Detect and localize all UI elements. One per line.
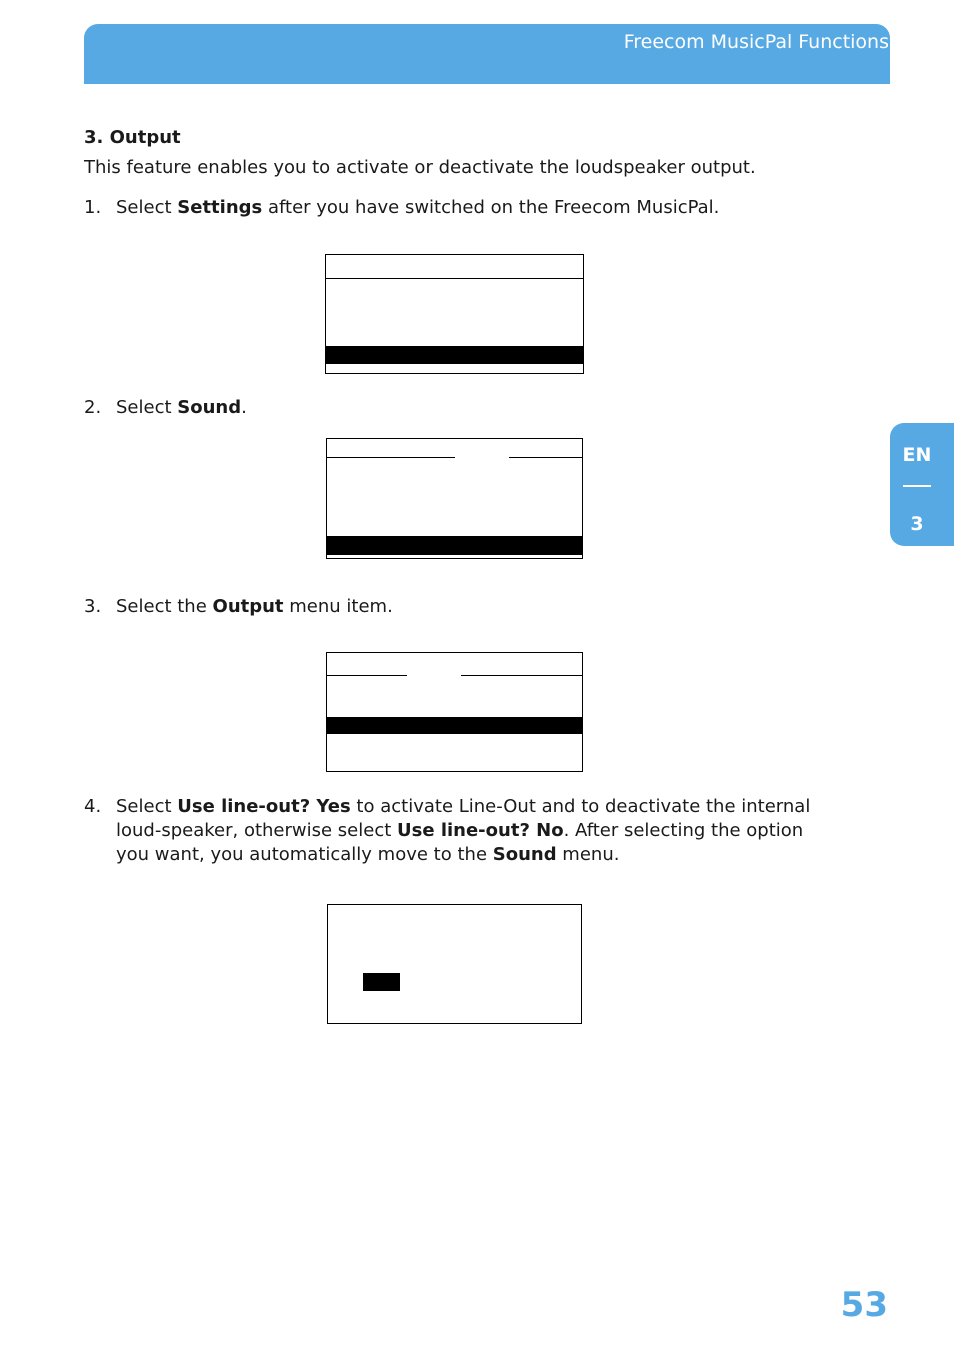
step-text-part: Select the [116, 596, 213, 617]
screen-selected-option [363, 973, 400, 991]
device-screen-settings-menu [326, 438, 583, 559]
tab-divider [903, 485, 931, 487]
screen-selected-row [327, 717, 582, 734]
device-screen-line-out-dialog [327, 904, 582, 1024]
screen-title-rule [326, 278, 583, 279]
step-text [116, 595, 393, 619]
step-text-part: menu item. [283, 596, 393, 617]
step-keyword: Use line-out? No [397, 820, 564, 841]
page-number: 53 [840, 1285, 888, 1325]
step-keyword: Sound [492, 844, 557, 865]
device-screen-main-menu [325, 254, 584, 374]
step-text-part: to activate Line-Out and to deactivate the internal loud-speaker, otherwise select [116, 796, 811, 841]
step-text-part: menu. [556, 844, 620, 865]
step-number: 2. [84, 397, 102, 418]
chapter-tab [890, 423, 954, 546]
step-keyword: Use line-out? Yes [177, 796, 351, 817]
chapter-number: 3 [910, 513, 924, 535]
screen-selected-row [327, 536, 582, 555]
section-title: 3. Output [84, 127, 181, 148]
screen-title-rule-gap [407, 674, 461, 676]
step-text [116, 196, 719, 220]
step-text-part: . After selecting the option you want, you automatically move to the [116, 820, 804, 865]
step-keyword: Output [212, 596, 284, 617]
section-intro: This feature enables you to activate or deactivate the loudspeaker output. [84, 157, 756, 178]
step-number: 3. [84, 596, 102, 617]
step-text-part: . [241, 397, 247, 418]
step-number: 4. [84, 796, 102, 817]
step-keyword: Settings [177, 197, 263, 218]
screen-selected-row [326, 346, 583, 364]
step-text-part: Select [116, 197, 178, 218]
step-number: 1. [84, 197, 102, 218]
step-text-part: after you have switched on the Freecom MusicPal. [262, 197, 720, 218]
step-text-part: Select [116, 397, 178, 418]
step-text-part: Select [116, 796, 178, 817]
step-text [116, 795, 828, 867]
screen-title-rule-gap [455, 456, 509, 458]
running-header-title: Freecom MusicPal Functions [623, 31, 889, 53]
step-keyword: Sound [177, 397, 242, 418]
device-screen-sound-menu [326, 652, 583, 772]
step-text [116, 396, 247, 420]
language-label: EN [902, 444, 932, 466]
